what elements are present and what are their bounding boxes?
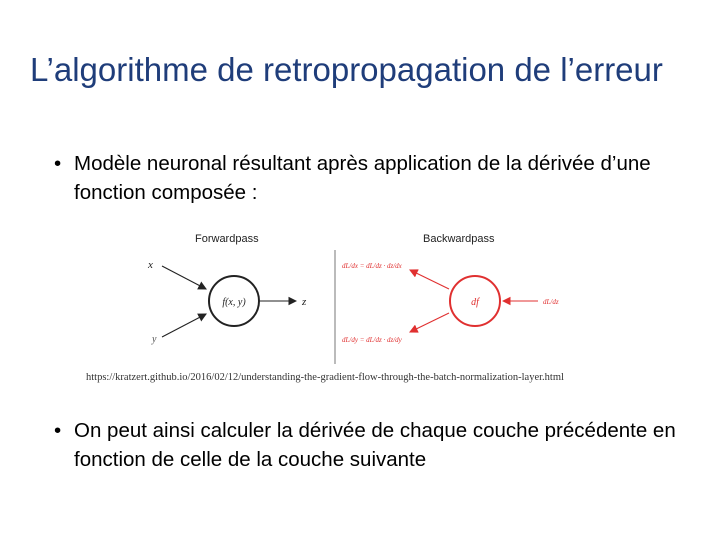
slide-title: L’algorithme de retropropagation de l’erreur — [30, 51, 663, 88]
arrow-df-to-x — [410, 270, 449, 289]
figure-source-url: https://kratzert.github.io/2016/02/12/understanding-the-gradient-flow-through-the-batch-normalization-layer.html — [86, 372, 564, 383]
input-x-label: x — [148, 259, 153, 271]
output-z-label: z — [302, 296, 307, 308]
backward-pass-label: Backwardpass — [423, 233, 495, 245]
bullet-text: On peut ainsi calculer la dérivée de chaque couche précédente en fonction de celle de la couche suivante — [74, 419, 676, 471]
arrow-y-to-f — [162, 314, 206, 337]
arrow-x-to-f — [162, 266, 206, 289]
gradient-x-label: dL/dx = dL/dz · dz/dx — [342, 262, 402, 270]
bullet-icon: • — [54, 152, 62, 175]
forward-pass-label: Forwardpass — [195, 233, 259, 245]
bullet-icon: • — [54, 419, 62, 442]
backward-node-label: df — [471, 297, 479, 308]
arrow-df-to-y — [410, 313, 449, 332]
gradient-y-label: dL/dy = dL/dz · dz/dy — [342, 336, 402, 344]
input-y-label: y — [152, 334, 157, 345]
upstream-gradient-label: dL/dz — [543, 298, 559, 306]
forward-node-label: f(x, y) — [222, 297, 246, 308]
bullet-point-2 — [54, 416, 694, 474]
bullet-point-1 — [54, 149, 694, 207]
backprop-diagram — [130, 222, 600, 372]
bullet-text: Modèle neuronal résultant après application de la dérivée d’une fonction composée : — [74, 152, 651, 204]
